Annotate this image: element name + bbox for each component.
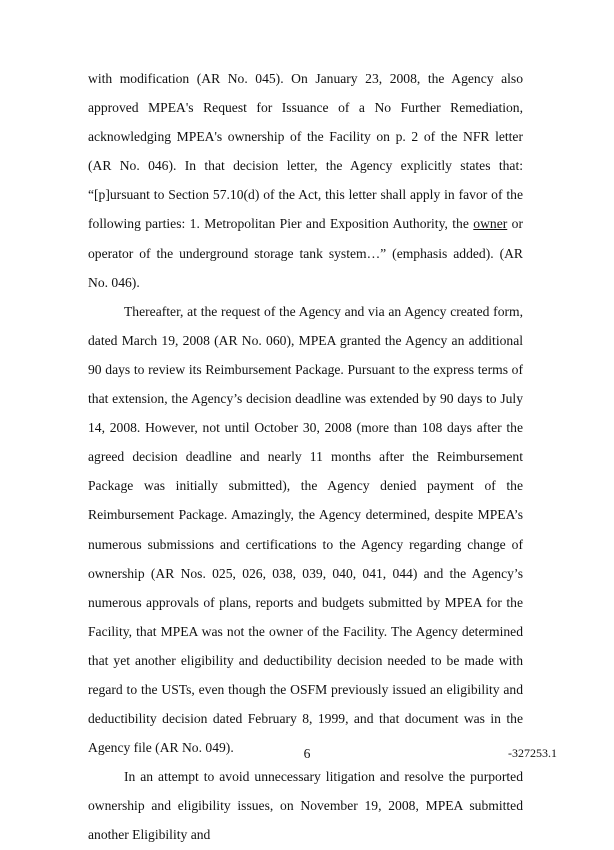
paragraph-3: In an attempt to avoid unnecessary litigation and resolve the purported ownership and eligibility issues, on November 19, 2008, MPEA submitted another Eligibility and [88,769,523,843]
paragraph-1: with modification (AR No. 045). On January 23, 2008, the Agency also approved MPEA's Request for Issuance of a No Further Remediation, acknowledging MPEA's ownership of the Facility on p. 2 of the NFR letter (AR No. 046). In that decision letter, the Agency explicitly states that: “[p]ursuant to Section 57.10(d) of the Act, this letter shall apply in favor of the following parties: 1. Metropolitan Pier and Exposition Authority, the owner or operator of the underground storage tank system…” (emphasis added). (AR No. 046). [88,71,524,290]
paragraph-2: Thereafter, at the request of the Agency and via an Agency created form, dated March 19, 2008 (AR No. 060), MPEA granted the Agency an additional 90 days to review its Reimbursement Package. Pursuant to the express terms of that extension, the Agency’s decision deadline was extended by 90 days to July 14, 2008. However, not until October 30, 2008 (more than 108 days after the agreed decision deadline and nearly 11 months after the Reimbursement Package was initially submitted), the Agency denied payment of the Reimbursement Package. Amazingly, the Agency determined, despite MPEA’s numerous submissions and certifications to the Agency regarding change of ownership (AR Nos. 025, 026, 038, 039, 040, 041, 044) and the Agency’s numerous approvals of plans, reports and budgets submitted by MPEA for the Facility, that MPEA was not the owner of the Facility. The Agency determined that yet another eligibility and deductibility decision needed to be made with regard to the USTs, even though the OSFM previously issued an eligibility and deductibility decision dated February 8, 1999, and that document was in the Agency file (AR No. 049). [88,303,523,756]
body-text [88,64,523,850]
underlined-owner: owner [473,216,508,232]
page-number: 6 [303,746,311,761]
document-id: -327253.1 [508,746,557,760]
